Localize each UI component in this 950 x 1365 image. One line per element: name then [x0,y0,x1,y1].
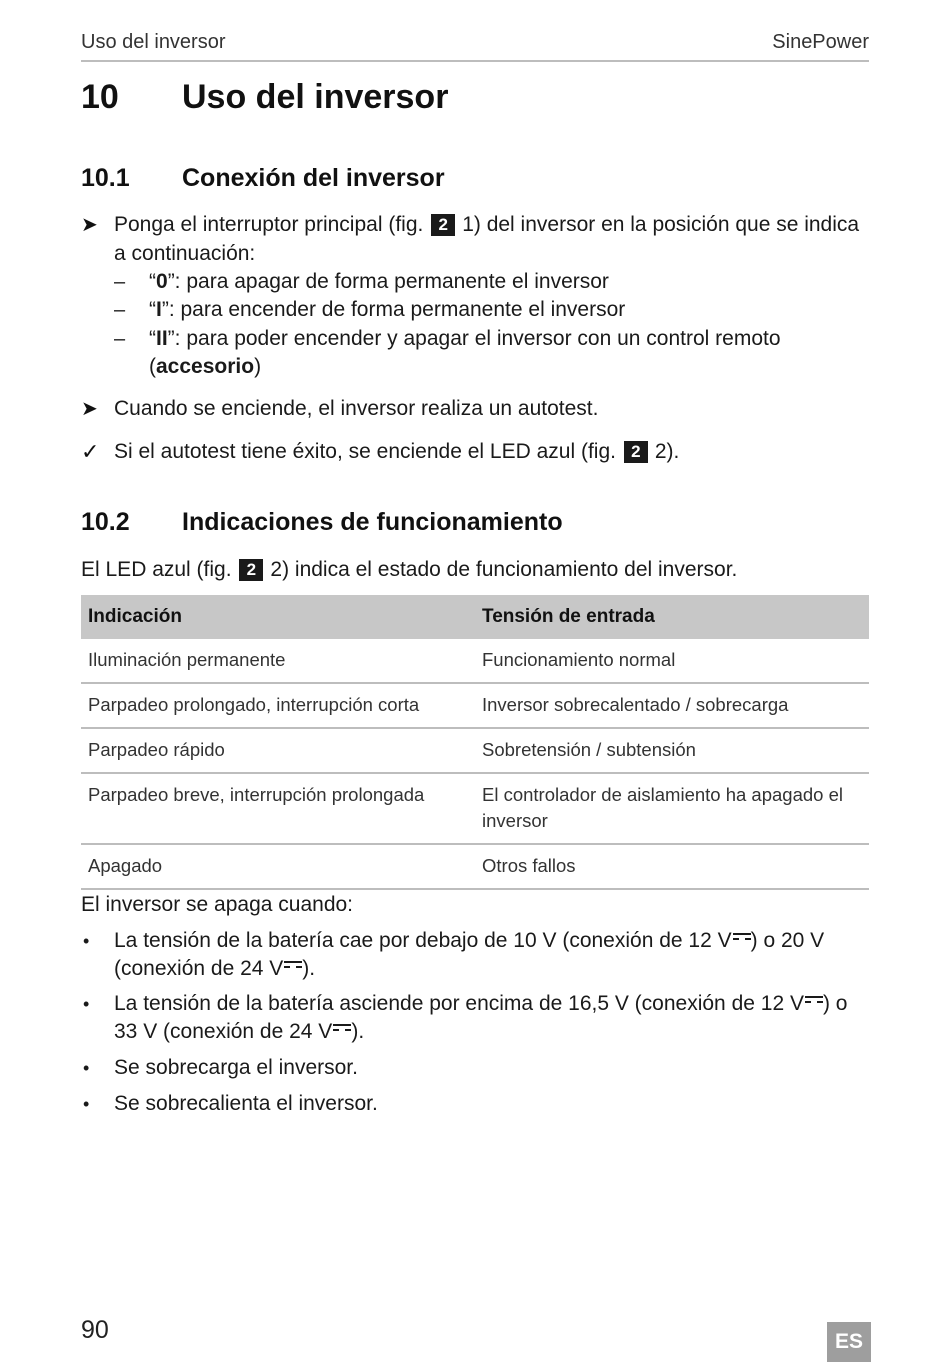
paren: ) [254,355,262,378]
table-row [81,639,869,683]
bullet-text-cont: ). [351,1020,365,1043]
arrow-icon: ➤ [81,214,98,236]
table-cell: Parpadeo prolongado, interrupción corta [81,683,475,728]
table-cell: Sobretensión / subtensión [475,728,869,773]
table-cell: Apagado [81,844,475,889]
paren: ( [149,355,156,378]
result-text-cont: 2). [654,440,680,463]
figure-ref-badge: 2 [624,441,648,463]
switch-option-II [149,325,781,353]
switch-option-text: ”: para apagar de forma permanente el inversor [167,270,609,293]
figure-ref-badge: 2 [431,214,455,236]
table-row [81,683,869,728]
switch-option-text: ”: para poder encender y apagar el inversor con un control remoto [167,327,781,350]
dc-symbol-icon [805,996,823,1006]
chapter-title: Uso del inversor [182,78,449,116]
shutdown-intro: El inversor se apaga cuando: [81,893,354,916]
bullet-marker: • [83,931,90,951]
header-product-name: SinePower [772,31,869,53]
dash-marker: – [114,328,126,350]
column-header: Indicación [81,595,475,639]
column-header: Tensión de entrada [475,595,869,639]
bullet-text: La tensión de la batería cae por debajo de 10 V (conexión de 12 V [114,929,732,952]
table-row [81,773,869,844]
shutdown-overvoltage-line2 [114,1018,364,1046]
shutdown-undervoltage-line2 [114,955,315,983]
dc-symbol-icon [333,1024,351,1034]
result-text: Si el autotest tiene éxito, se enciende el LED azul (fig. [114,440,616,463]
led-intro [81,556,737,584]
checkmark-icon: ✓ [81,439,100,464]
section-title: Indicaciones de funcionamiento [182,508,563,536]
accessory-label: accesorio [156,355,255,378]
switch-position-key: II [156,327,168,350]
table-cell: Otros fallos [475,844,869,889]
dash-marker: – [114,271,126,293]
bullet-marker: • [83,994,90,1014]
quote: “ [149,327,156,350]
instruction-autotest: Cuando se enciende, el inversor realiza un autotest. [114,397,599,420]
bullet-text: La tensión de la batería asciende por encima de 16,5 V (conexión de 12 V [114,992,804,1015]
table-row [81,844,869,889]
result-led [114,438,679,466]
header-section-title: Uso del inversor [81,31,226,53]
bullet-text-cont: ) o 20 V [750,929,825,952]
dash-marker: – [114,299,126,321]
shutdown-overload: Se sobrecarga el inversor. [114,1056,358,1079]
quote: “ [149,298,156,321]
table-cell: Inversor sobrecalentado / sobrecarga [475,683,869,728]
shutdown-undervoltage [114,927,824,955]
instruction-switch [114,211,859,239]
bullet-marker: • [83,1058,90,1078]
table-cell: Parpadeo rápido [81,728,475,773]
figure-ref-badge: 2 [239,559,263,581]
switch-option-0 [149,268,609,296]
instruction-switch-line2: a continuación: [114,242,256,265]
shutdown-overvoltage [114,990,847,1018]
instruction-text: Ponga el interruptor principal (fig. [114,213,424,236]
shutdown-overheat: Se sobrecalienta el inversor. [114,1092,378,1115]
bullet-text: 33 V (conexión de 24 V [114,1020,333,1043]
table-cell: El controlador de aislamiento ha apagado el inversor [475,773,869,844]
instruction-text-cont: 1) del inversor en la posición que se indica [462,213,860,236]
intro-text: El LED azul (fig. [81,558,232,581]
led-indication-table [81,595,869,890]
switch-position-key: I [156,298,162,321]
section-number: 10.2 [81,508,130,536]
table-header-row [81,595,869,639]
bullet-marker: • [83,1094,90,1114]
bullet-text-cont: ) o [822,992,848,1015]
running-header [81,30,869,62]
dc-symbol-icon [284,961,302,971]
page-number: 90 [81,1316,109,1344]
table-cell: Iluminación permanente [81,639,475,683]
switch-position-key: 0 [156,270,168,293]
section-number: 10.1 [81,164,130,192]
table-row [81,728,869,773]
dc-symbol-icon [733,933,751,943]
quote: “ [149,270,156,293]
intro-text-cont: 2) indica el estado de funcionamiento del inversor. [270,558,738,581]
bullet-text: (conexión de 24 V [114,957,284,980]
section-heading-10-2 [81,508,781,540]
switch-option-I [149,296,625,324]
language-tab: ES [827,1322,871,1362]
chapter-number: 10 [81,78,119,116]
switch-option-II-line2 [149,353,261,381]
section-heading-10-1 [81,164,781,196]
arrow-icon: ➤ [81,398,98,420]
bullet-text-cont: ). [302,957,316,980]
table-cell: Funcionamiento normal [475,639,869,683]
table-cell: Parpadeo breve, interrupción prolongada [81,773,475,844]
switch-option-text: ”: para encender de forma permanente el inversor [161,298,626,321]
section-title: Conexión del inversor [182,164,445,192]
